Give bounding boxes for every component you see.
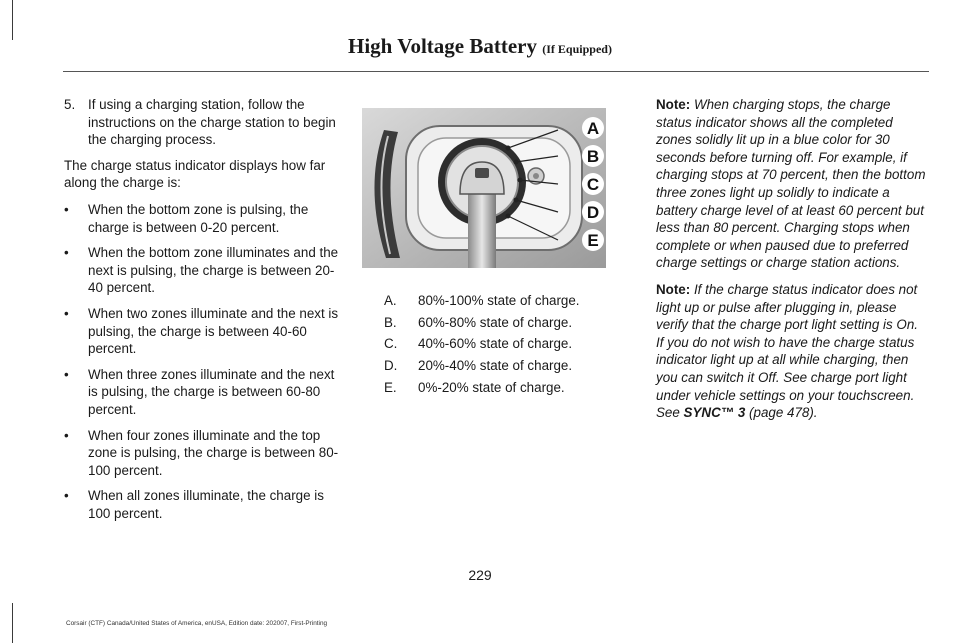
legend-row bbox=[384, 333, 634, 355]
bullet-item bbox=[64, 366, 342, 419]
bullet-item bbox=[64, 427, 342, 480]
bullet-icon: • bbox=[64, 427, 69, 443]
note-charging-stops bbox=[656, 96, 928, 272]
header-rule bbox=[63, 71, 929, 72]
note-label: Note: bbox=[656, 97, 691, 112]
zone-dot-a bbox=[506, 146, 511, 151]
zone-dot-e bbox=[506, 214, 511, 219]
header-title: High Voltage Battery bbox=[348, 34, 538, 58]
bullet-icon: • bbox=[64, 488, 69, 504]
page-reference: (page 478). bbox=[745, 405, 818, 421]
legend-row bbox=[384, 312, 634, 334]
callout-e: E bbox=[587, 231, 599, 250]
bullet-item bbox=[64, 487, 342, 522]
legend-row bbox=[384, 355, 634, 377]
header-subtitle: (If Equipped) bbox=[542, 42, 612, 56]
callout-d: D bbox=[586, 203, 600, 222]
charge-port-illustration bbox=[362, 108, 606, 268]
legend-text: 60%-80% state of charge. bbox=[418, 314, 573, 330]
bullet-item bbox=[64, 201, 342, 236]
bullet-text: When three zones illuminate and the next is pulsing, the charge is between 60-80 percent. bbox=[88, 366, 335, 417]
note-indicator bbox=[656, 281, 928, 422]
legend-text: 80%-100% state of charge. bbox=[418, 293, 580, 309]
legend-text: 0%-20% state of charge. bbox=[418, 379, 565, 395]
left-column bbox=[64, 96, 342, 530]
zone-dot-b bbox=[514, 160, 519, 165]
bullet-text: When the bottom zone illuminates and the next is pulsing, the charge is between 20-40 percent. bbox=[88, 245, 339, 296]
note-text: If the charge status indicator does not light up or pulse after plugging in, please verify that the charge port light setting is On. If you do not wish to have the charge status indicator light up at all while charging, then you can switch it Off. See charge port light under vehicle settings on your touchscreen. See bbox=[656, 281, 918, 421]
port-light-sensor-center bbox=[533, 173, 539, 179]
step-text: If using a charging station, follow the instructions on the charge station to begin the charging process. bbox=[88, 97, 336, 148]
legend-row bbox=[384, 290, 634, 312]
bullet-item bbox=[64, 305, 342, 358]
page-header bbox=[0, 34, 960, 59]
right-column bbox=[656, 96, 928, 431]
note-text: When charging stops, the charge status indicator shows all the completed zones solidly lit up in a blue color for 30 seconds before turning off. For example, if charging stops at 70 percent, then the bottom three zones light up solidly to indicate a battery charge level of at least 60 percent but less than 80 percent. Charging stops when complete or when paused due to preferred charge settings or charge station actions. bbox=[656, 97, 926, 271]
sync-link[interactable]: SYNC™ 3 bbox=[683, 405, 746, 421]
callout-b: B bbox=[586, 147, 600, 166]
zone-dot-c bbox=[518, 178, 523, 183]
legend-text: 40%-60% state of charge. bbox=[418, 336, 573, 352]
note-label: Note: bbox=[656, 281, 691, 297]
bullet-icon: • bbox=[64, 201, 69, 217]
footer-edition: Corsair (CTF) Canada/United States of America, enUSA, Edition date: 202007, First-Printing bbox=[66, 620, 328, 627]
crop-mark-bottom bbox=[12, 603, 13, 643]
charge-cable bbox=[468, 186, 496, 268]
legend-key: C. bbox=[384, 336, 398, 352]
bullet-icon: • bbox=[64, 305, 69, 321]
bullet-text: When two zones illuminate and the next is pulsing, the charge is between 40-60 percent. bbox=[88, 305, 339, 357]
callout-a: A bbox=[586, 119, 600, 138]
legend-key: B. bbox=[384, 314, 397, 330]
legend-key: D. bbox=[384, 358, 398, 374]
step-5 bbox=[64, 96, 342, 149]
legend-key: E. bbox=[384, 379, 397, 395]
page-number: 229 bbox=[468, 567, 492, 583]
plug-latch bbox=[475, 168, 489, 178]
bullet-icon: • bbox=[64, 366, 69, 382]
bullet-icon: • bbox=[64, 245, 69, 261]
legend-text: 20%-40% state of charge. bbox=[418, 358, 573, 374]
bullet-text: When four zones illuminate and the top zone is pulsing, the charge is between 80-100 percent. bbox=[88, 427, 339, 478]
figure-legend bbox=[384, 290, 634, 398]
bullet-text: When the bottom zone is pulsing, the charge is between 0-20 percent. bbox=[88, 201, 309, 235]
legend-key: A. bbox=[384, 293, 397, 309]
bullet-item bbox=[64, 244, 342, 297]
intro-text: The charge status indicator displays how far along the charge is: bbox=[64, 157, 326, 191]
zone-dot-d bbox=[514, 198, 519, 203]
step-number: 5. bbox=[64, 97, 76, 112]
callout-c: C bbox=[586, 175, 600, 194]
legend-row bbox=[384, 376, 634, 398]
bullet-text: When all zones illuminate, the charge is 100 percent. bbox=[88, 488, 324, 521]
